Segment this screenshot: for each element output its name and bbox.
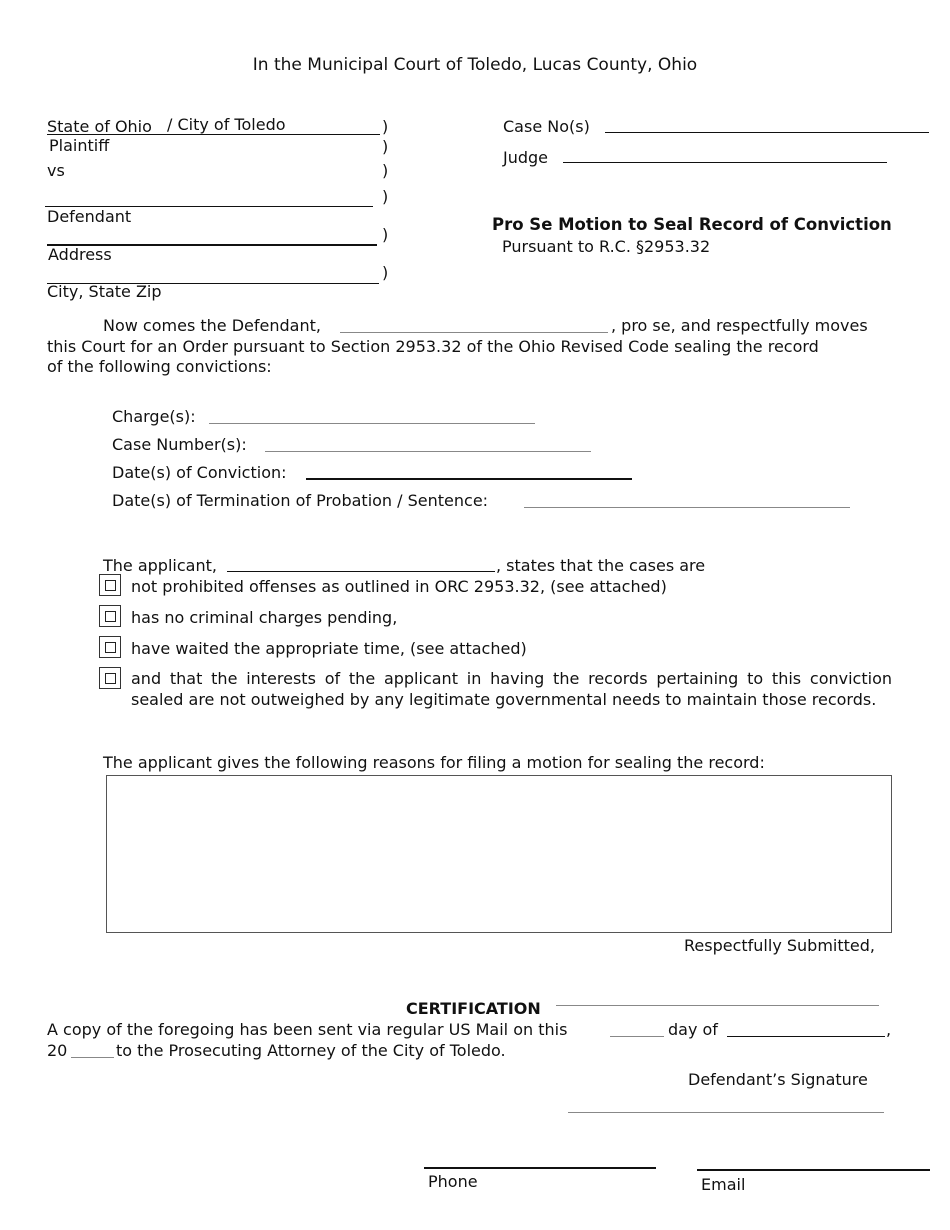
- intro-defendant-field[interactable]: [340, 332, 608, 333]
- email-label: Email: [701, 1175, 746, 1194]
- checkbox-prohibited-offenses[interactable]: [99, 574, 121, 596]
- city-state-zip-label: City, State Zip: [47, 282, 162, 301]
- certification-line-2: to the Prosecuting Attorney of the City of Toledo.: [116, 1041, 506, 1060]
- reasons-textarea[interactable]: [106, 775, 892, 933]
- caption-paren: ): [382, 137, 389, 156]
- intro-line-2: this Court for an Order pursuant to Section 2953.32 of the Ohio Revised Code sealing the record: [47, 337, 819, 356]
- respectfully-submitted: Respectfully Submitted,: [684, 936, 875, 955]
- certification-day-of: day of: [668, 1020, 718, 1039]
- applicant-end: , states that the cases are: [496, 556, 706, 575]
- checkbox-square-icon: [105, 611, 116, 622]
- phone-label: Phone: [428, 1172, 478, 1191]
- caption-paren: ): [382, 117, 389, 136]
- certification-line-1: A copy of the foregoing has been sent via regular US Mail on this: [47, 1020, 568, 1039]
- court-header: In the Municipal Court of Toledo, Lucas County, Ohio: [252, 55, 698, 75]
- signature-line-top[interactable]: [556, 1005, 879, 1006]
- checkbox-square-icon: [105, 642, 116, 653]
- checklist-item-2: has no criminal charges pending,: [131, 608, 398, 627]
- phone-field[interactable]: [424, 1167, 656, 1169]
- certification-day-field[interactable]: [610, 1036, 664, 1037]
- motion-subtitle: Pursuant to R.C. §2953.32: [502, 237, 711, 256]
- plaintiff-city: / City of Toledo: [167, 115, 286, 134]
- charges-field[interactable]: [209, 423, 535, 424]
- checkbox-square-icon: [105, 580, 116, 591]
- applicant-start: The applicant,: [103, 556, 217, 575]
- checkbox-waited-time[interactable]: [99, 636, 121, 658]
- defendant-signature-label: Defendant’s Signature: [688, 1070, 868, 1089]
- applicant-name-field[interactable]: [227, 571, 495, 572]
- checkbox-interests[interactable]: [99, 667, 121, 689]
- case-numbers-label: Case Number(s):: [112, 435, 247, 454]
- address-label: Address: [48, 245, 112, 264]
- reasons-label: The applicant gives the following reasons for filing a motion for sealing the record:: [103, 753, 765, 772]
- caption-paren: ): [382, 187, 389, 206]
- intro-end: , pro se, and respectfully moves: [611, 316, 868, 335]
- case-numbers-field[interactable]: [265, 451, 591, 452]
- judge-field[interactable]: [563, 162, 887, 163]
- case-no-field[interactable]: [605, 132, 929, 133]
- checkbox-square-icon: [105, 673, 116, 684]
- checklist-item-1: not prohibited offenses as outlined in ORC 2953.32, (see attached): [131, 577, 667, 596]
- vs-label: vs: [47, 161, 65, 180]
- conviction-dates-field[interactable]: [306, 478, 632, 480]
- motion-title: Pro Se Motion to Seal Record of Conviction: [492, 215, 892, 234]
- defendant-signature-field[interactable]: [568, 1112, 884, 1113]
- caption-paren: ): [382, 225, 389, 244]
- case-no-label: Case No(s): [503, 117, 590, 136]
- certification-title: CERTIFICATION: [406, 999, 541, 1018]
- plaintiff-label: Plaintiff: [49, 136, 110, 155]
- certification-year-prefix: 20: [47, 1041, 68, 1060]
- caption-paren: ): [382, 161, 389, 180]
- charges-label: Charge(s):: [112, 407, 196, 426]
- judge-label: Judge: [503, 148, 549, 167]
- intro-start: Now comes the Defendant,: [103, 316, 321, 335]
- conviction-dates-label: Date(s) of Conviction:: [112, 463, 287, 482]
- checklist-item-4: and that the interests of the applicant in having the records pertaining to this conviction sealed are not outweighed by any legitimate governmental needs to maintain those records.: [131, 669, 892, 709]
- termination-dates-label: Date(s) of Termination of Probation / Sentence:: [112, 491, 489, 510]
- intro-line-3: of the following convictions:: [47, 357, 272, 376]
- checkbox-no-charges-pending[interactable]: [99, 605, 121, 627]
- certification-comma: ,: [886, 1020, 892, 1039]
- caption-paren: ): [382, 263, 389, 282]
- checklist-item-3: have waited the appropriate time, (see attached): [131, 639, 527, 658]
- plaintiff-line: [47, 134, 380, 135]
- defendant-label: Defendant: [47, 207, 132, 226]
- plaintiff-state: State of Ohio: [47, 117, 152, 136]
- email-field[interactable]: [697, 1169, 930, 1171]
- certification-year-field[interactable]: [71, 1057, 114, 1058]
- certification-month-field[interactable]: [727, 1036, 885, 1037]
- termination-dates-field[interactable]: [524, 507, 850, 508]
